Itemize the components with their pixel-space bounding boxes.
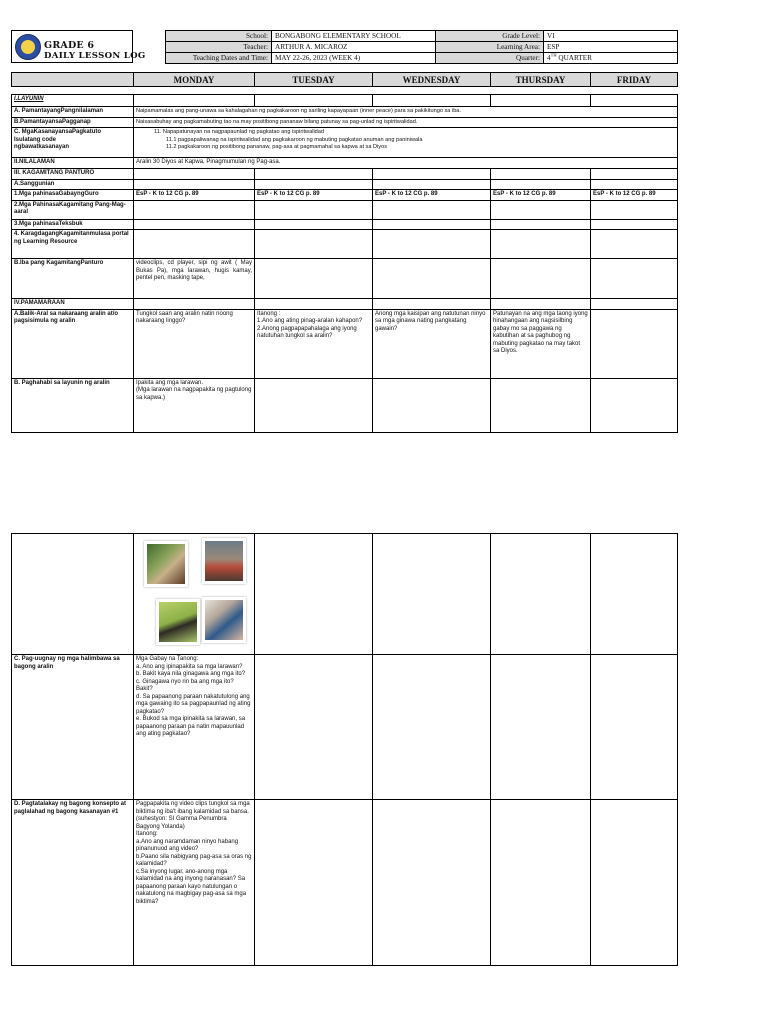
cell-empty [591,200,678,219]
quarter-suffix: TH [550,52,557,58]
teaching-dates-value: MAY 22-26, 2023 (WEEK 4) [272,53,436,64]
cell-empty [491,95,591,107]
cell-empty [491,219,591,230]
learning-area-value: ESP [544,42,678,53]
row-label-pamamaraan: IV.PAMAMARAAN [12,299,134,310]
cell-empty [255,655,373,800]
deped-seal-icon [15,34,41,60]
cell-empty [134,169,255,180]
kasanayan-label-line1: C. MgaKasanayansaPagkatuto [14,129,102,135]
cell-empty [134,299,255,310]
dll-title: DAILY LESSON LOG [44,51,146,61]
cell-empty [591,230,678,259]
quarter-number: 4 [547,54,551,62]
cell-empty [373,299,491,310]
cell-empty [491,534,591,655]
cell-empty [255,169,373,180]
balik-aral-thursday: Patunayan na ang mga taong iyong hinahangaan ang nagsisilbing gabay mo sa paggawa ng kabutihan at sa paghubog ng mabuting pagkatao na may takot sa Diyos. [491,309,591,378]
row-label-balik-aral: A.Balik-Aral sa nakaraang aralin at/o pagsisimula ng aralin [12,309,134,378]
row-label-pag-uugnay: C. Pag-uugnay ng mga halimbawa sa bagong aralin [12,655,134,800]
cell-empty [255,200,373,219]
row-label-iba-pang-kagamitan: B.Iba pang KagamitangPanturo [12,259,134,299]
kasanayan-main: 11. Napapatunayan na nagpapaunlad ng pagkatao ang ispiritwalidad [154,129,325,135]
quarter-label: Quarter: [436,53,544,64]
cell-empty [491,259,591,299]
cell-empty [373,800,491,966]
cell-empty [491,800,591,966]
pamantayang-pangnilalaman-text: Naipamamalas ang pang-unawa sa kahalagahan ng pagkakaroon ng sariling kapayapaan (inner peace) para sa pakikitungo sa iba. [134,107,678,118]
helping-photo-3 [156,599,200,645]
day-wednesday: WEDNESDAY [373,73,491,87]
cell-empty [134,219,255,230]
header-info-table [165,30,678,64]
cell-empty [491,655,591,800]
cell-empty [591,95,678,107]
cell-empty [255,219,373,230]
kasanayan-sub-2: 11.2 pagkakaroon ng positibong pananaw, pag-asa at pagmamahal sa kapwa at sa Diyos [166,144,387,150]
cell-empty [373,378,491,432]
paghahabi-monday: Ipakita ang mga larawan. (Mga larawan na nagpapakita ng pagtulong sa kapwa.) [134,378,255,432]
school-value: BONGABONG ELEMENTARY SCHOOL [272,31,436,42]
row-label-karagdagang-kagamitan: 4. KaragdagangKagamitanmulasa portal ng Learning Resource [12,230,134,259]
cell-empty [373,655,491,800]
gabay-guro-wednesday: EsP - K to 12 CG p. 89 [373,190,491,201]
cell-empty [134,200,255,219]
cell-empty [591,534,678,655]
day-tuesday: TUESDAY [255,73,373,87]
cell-empty [491,200,591,219]
cell-empty [591,299,678,310]
cell-empty [373,179,491,190]
gabay-guro-tuesday: EsP - K to 12 CG p. 89 [255,190,373,201]
day-thursday: THURSDAY [491,73,591,87]
kasanayan-label-line3: ngbawatkasanayan [14,144,70,150]
cell-empty [255,259,373,299]
cell-empty [591,378,678,432]
row-label-pamantayan-pagganap: B.PamantayansaPagganap [12,117,134,128]
gabay-guro-monday: EsP - K to 12 CG p. 89 [134,190,255,201]
row-label-pagtalakay: D. Pagtatalakay ng bagong konsepto at paglalahad ng bagong kasanayan #1 [12,800,134,966]
cell-empty [491,169,591,180]
row-label-kagamitang-panturo: III. KAGAMITANG PANTURO [12,169,134,180]
photos-cell [134,534,255,655]
cell-empty [255,179,373,190]
cell-empty [255,534,373,655]
cell-empty [134,230,255,259]
day-monday: MONDAY [134,73,255,87]
cell-empty [373,259,491,299]
cell-empty [491,378,591,432]
row-label-sanggunian: A.Sanggunian [12,179,134,190]
row-label-kagamitang-mag-aaral: 2.Mga PahinasaKagamitang Pang-Mag-aaral [12,200,134,219]
teaching-dates-label: Teaching Dates and Time: [166,53,272,64]
nilalaman-text: Aralin 30 Diyos at Kapwa, Pinagmumulan ng Pag-asa. [134,158,678,169]
learning-area-label: Learning Area: [436,42,544,53]
cell-empty [491,230,591,259]
grade-title: GRADE 6 [44,40,95,51]
pagtalakay-monday: Pagpapakita ng video clips tungkol sa mga biktima ng iba't ibang kalamidad sa bansa. (suhestyon: SI Gamma Penumbra Bagyong Yolanda) Itanong: a.Ano ang naramdaman ninyo habang pinanunuod ang video? b.Paano sila nabigyang pag-asa sa oras ng kalamidad? c.Sa inyong lugar, ano-anong mga kalamidad na ang inyong naranasan? Sa papaanong paraan kayo natulungan o nakatulong na magbigay pag-asa sa mga biktima? [134,800,255,966]
cell-empty [255,800,373,966]
cell-empty [255,378,373,432]
balik-aral-wednesday: Anong mga kaisipan ang natutunan ninyo sa mga ginawa nating pangkatang gawain? [373,309,491,378]
title-box [11,30,146,63]
cell-empty [373,169,491,180]
school-label: School: [166,31,272,42]
cell-empty [591,309,678,378]
balik-aral-monday: Tungkol saan ang aralin natin noong nakaraang linggo? [134,309,255,378]
cell-empty [373,534,491,655]
helping-photo-1 [144,541,188,587]
row-label-teksbuk: 3.Mga pahinasaTeksbuk [12,219,134,230]
row-label-nilalaman: II.NILALAMAN [12,158,134,169]
row-label-mga-kasanayan [12,128,134,158]
day-header-table [11,72,678,87]
lesson-table-part2 [11,533,678,966]
cell-empty [373,200,491,219]
quarter-word: QUARTER [558,54,592,62]
cell-empty [134,95,255,107]
cell-empty [591,169,678,180]
quarter-value [544,53,678,64]
pag-uugnay-monday: Mga Gabay na Tanong: a. Ano ang ipinapakita sa mga larawan? b. Bakit kaya nila ginagawa ang mga ito? c. Ginagawa nyo rin ba ang mga ito? Bakit? d. Sa papaanong paraan nakatutulong ang mga gawaing ito sa pagpapaunlad ng ating pagkatao? e. Bukod sa mga ipinakita sa larawan, sa papaanong paraan pa natin mapauunlad ang ating pagkatao? [134,655,255,800]
cell-empty [491,179,591,190]
cell-empty [255,230,373,259]
iba-pang-kagamitan-monday: videoclips, cd player, sipi ng awit ( May Bukas Pa), mga larawan, hugis kamay, pentel pen, masking tape, [134,259,255,299]
kasanayan-label-line2: Isulatang code [14,136,57,143]
balik-aral-tuesday: Itanong : 1.Ano ang ating pinag-aralan kahapon? 2.Anong pagpapapahalaga ang iyong natutuhan tungkol sa aralin? [255,309,373,378]
grade-level-value: VI [544,31,678,42]
row-label-pamantayang-pangnilalaman: A. PamantayangPangnilalaman [12,107,134,118]
cell-empty [12,534,134,655]
cell-empty [134,179,255,190]
row-label-gabay-guro: 1.Mga pahinasaGabayngGuro [12,190,134,201]
row-label-paghahabi: B. Paghahabi sa layunin ng aralin [12,378,134,432]
cell-empty [591,800,678,966]
kasanayan-content [134,128,678,158]
cell-empty [373,219,491,230]
cell-empty [591,655,678,800]
cell-empty [255,299,373,310]
cell-empty [491,299,591,310]
gabay-guro-friday: EsP - K to 12 CG p. 89 [591,190,678,201]
pamantayan-pagganap-text: Naisasabuhay ang pagkamabuting tao na may positibong pananaw bilang patunay sa pag-unlad ng ispiritwalidad. [134,117,678,128]
gabay-guro-thursday: EsP - K to 12 CG p. 89 [491,190,591,201]
cell-empty [373,95,491,107]
cell-empty [591,259,678,299]
lesson-table-part1 [11,94,678,433]
cell-empty [255,95,373,107]
teacher-label: Teacher: [166,42,272,53]
helping-photo-2 [202,538,246,584]
day-friday: FRIDAY [591,73,678,87]
kasanayan-sub-1: 11.1 pagpapaliwanag na ispiritwalidad ang pagkakaroon ng mabuting pagkatao anuman ang paniniwala [166,136,423,143]
helping-photo-4 [202,597,246,643]
cell-empty [591,179,678,190]
cell-empty [591,219,678,230]
grade-level-label: Grade Level: [436,31,544,42]
teacher-value: ARTHUR A. MICAROZ [272,42,436,53]
day-header-blank [12,73,134,87]
cell-empty [373,230,491,259]
section-layunin: I.LAYUNIN [12,95,134,107]
